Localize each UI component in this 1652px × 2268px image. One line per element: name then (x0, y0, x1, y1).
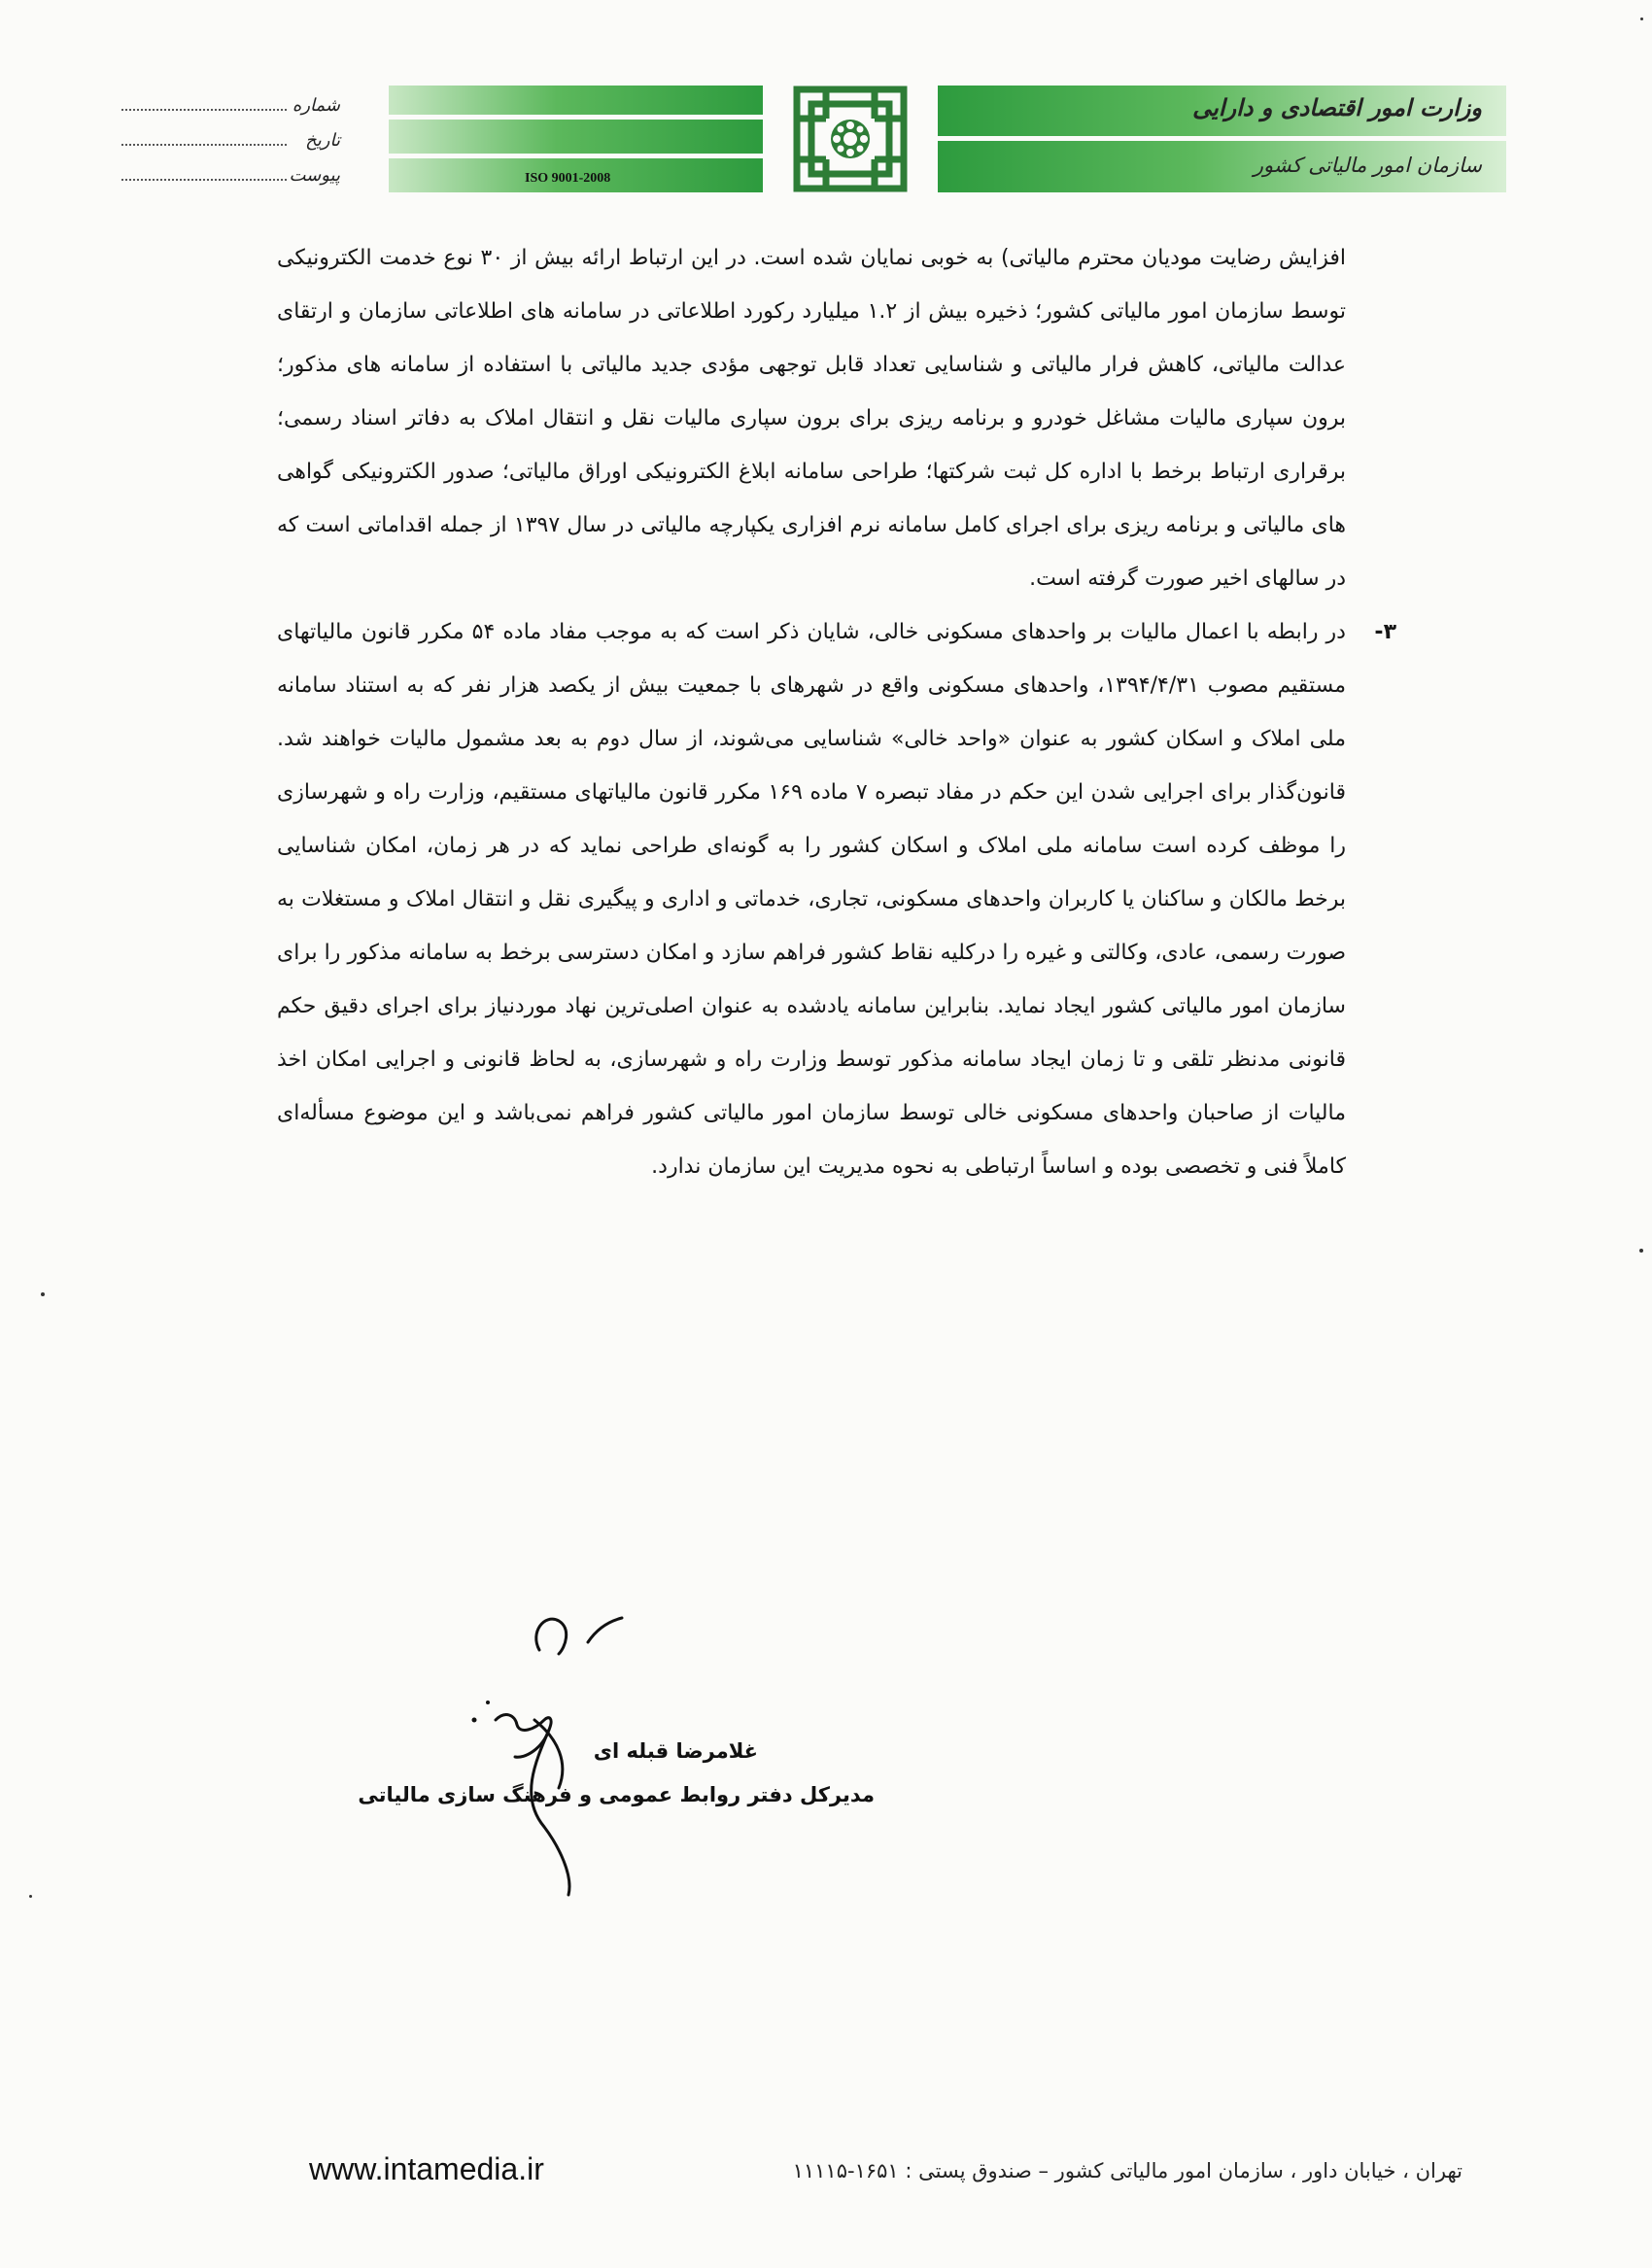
field-number (121, 95, 340, 130)
item-3 (277, 605, 1396, 1193)
item-number: ۳- (1374, 620, 1396, 644)
paragraph-item-3: در رابطه با اعمال مالیات بر واحدهای مسکونی خالی، شایان ذکر است که به موجب مفاد ماده ۵۴ مکرر قانون مالیاتهای مستقیم مصوب ۱۳۹۴/۴/۳۱، واحدهای مسکونی واقع در شهرهای با جمعیت بیش از یکصد هزار نفر که به استناد سامانه ملی املاک و اسکان کشور به عنوان «واحد خالی» شناسایی می‌شوند، از سال دوم به بعد مشمول مالیات خواهند شد. قانون‌گذار برای اجرایی شدن این حکم در مفاد تبصره ۷ ماده ۱۶۹ مکرر قانون مالیاتهای مستقیم، وزارت راه و شهرسازی را موظف کرده است سامانه ملی املاک و اسکان کشور را به گونه‌ای طراحی نماید که در هر زمان، امکان شناسایی برخط مالکان و ساکنان یا کاربران واحدهای مسکونی، تجاری، خدماتی و اداری و پیگیری نقل و انتقال املاک و مستغلات به صورت رسمی، عادی، وکالتی و غیره را درکلیه نقاط کشور فراهم سازد و امکان دسترسی برخط به سامانه مذکور را برای سازمان امور مالیاتی کشور ایجاد نماید. بنابراین سامانه یادشده به عنوان اصلی‌ترین نهاد موردنیاز برای اجرای دقیق حکم قانونی مدنظر تلقی و تا زمان ایجاد سامانه مذکور توسط وزارت راه و شهرسازی، به لحاظ قانونی و اجرایی امکان اخذ مالیات از صاحبان واحدهای مسکونی خالی توسط سازمان امور مالیاتی کشور فراهم نمی‌باشد و این موضوع مسأله‌ای کاملاً فنی و تخصصی بوده و اساساً ارتباطی به نحوه مدیریت این سازمان ندارد. (277, 620, 1347, 1179)
paragraph-continuation: افزایش رضایت مودیان محترم مالیاتی) به خوبی نمایان شده است. در این ارتباط ارائه بیش از ۳۰ نوع خدمت الکترونیکی توسط سازمان امور مالیاتی کشور؛ ذخیره بیش از ۱.۲ میلیارد رکورد اطلاعاتی در سامانه های اطلاعاتی سازمان و ارتقای عدالت مالیاتی، کاهش فرار مالیاتی و شناسایی تعداد قابل توجهی مؤدی جدید مالیاتی با استفاده از سامانه های مذکور؛ برون سپاری مالیات مشاغل خودرو و برنامه ریزی برای برون سپاری مالیات نقل و انتقال املاک به دفاتر اسناد رسمی؛ برقراری ارتباط برخط با اداره کل ثبت شرکتها؛ طراحی سامانه ابلاغ الکترونیکی اوراق مالیاتی؛ صدور الکترونیکی گواهی های مالیاتی و برنامه ریزی برای اجرای کامل سامانه نرم افزاری یکپارچه مالیاتی در سال ۱۳۹۷ از جمله اقداماتی است که در سالهای اخیر صورت گرفته است. (277, 246, 1346, 591)
header-band-right (938, 86, 1506, 192)
tax-organization-emblem-icon (768, 80, 933, 198)
band-stripe (389, 154, 763, 158)
signatory-name: غلامرضا قبله ای (593, 1739, 758, 1763)
footer-address: تهران ، خیابان داور ، سازمان امور مالیاتی کشور – صندوق پستی : ۱۶۵۱-۱۱۱۱۵ (792, 2159, 1463, 2182)
field-label: تاریخ (305, 130, 340, 151)
field-date (121, 130, 340, 165)
dotted-line (121, 109, 287, 111)
dotted-line (121, 179, 287, 181)
dotted-line (121, 144, 287, 146)
signatory-title: مدیرکل دفتر روابط عمومی و فرهنگ سازی مالیاتی (358, 1783, 875, 1806)
band-stripe (938, 136, 1506, 141)
ministry-name: وزارت امور اقتصادی و دارایی (1192, 93, 1482, 121)
signature-block (350, 1594, 875, 1924)
scan-speck (41, 1292, 45, 1296)
organization-name: سازمان امور مالیاتی کشور (1253, 154, 1482, 177)
field-attachment (121, 165, 340, 200)
reference-fields (121, 95, 340, 200)
letterhead (389, 86, 1506, 192)
footer-website: www.intamedia.ir (309, 2151, 544, 2186)
band-stripe (389, 115, 763, 120)
letter-body (277, 231, 1396, 1193)
field-label: شماره (292, 95, 340, 116)
scan-speck (29, 1895, 32, 1898)
scan-speck (1640, 17, 1643, 20)
header-band-left (389, 86, 763, 192)
field-label: پیوست (289, 165, 340, 186)
iso-certification: ISO 9001-2008 (525, 171, 611, 186)
scan-speck (1639, 1249, 1643, 1253)
